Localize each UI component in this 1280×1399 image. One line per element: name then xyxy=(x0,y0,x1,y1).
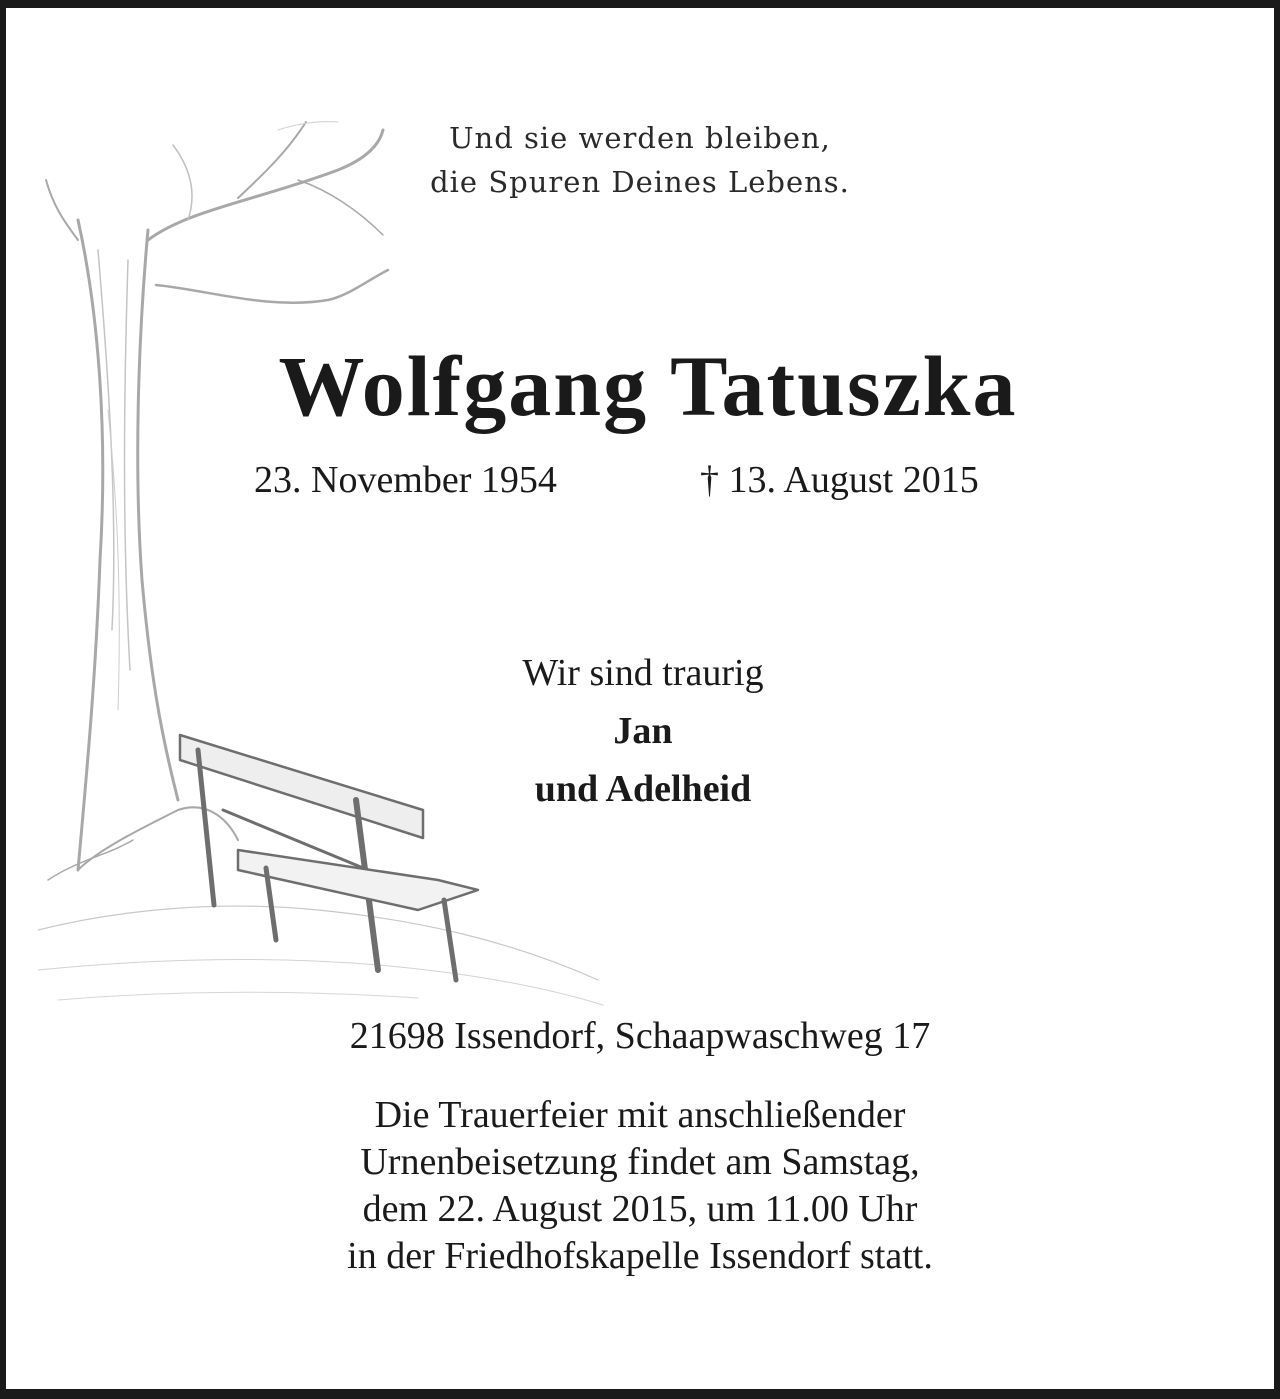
mourners-block xyxy=(3,644,1280,818)
motto-line: die Spuren Deines Lebens. xyxy=(430,165,850,199)
ceremony-line: Die Trauerfeier mit anschließender xyxy=(374,1094,906,1136)
mourner-name: und Adelheid xyxy=(534,768,752,810)
ceremony-line: in der Friedhofskapelle Issendorf statt. xyxy=(347,1235,933,1277)
motto-line: Und sie werden bleiben, xyxy=(449,121,831,155)
family-address: 21698 Issendorf, Schaapwaschweg 17 xyxy=(349,1015,931,1057)
motto-quote xyxy=(0,116,1280,204)
deceased-name: Wolfgang Tatuszka xyxy=(278,338,1018,434)
tree-bench-sketch-image xyxy=(38,110,608,1015)
ceremony-line: dem 22. August 2015, um 11.00 Uhr xyxy=(362,1188,918,1230)
ceremony-info xyxy=(0,1092,1280,1280)
mourner-name: Jan xyxy=(613,710,673,752)
birth-date: 23. November 1954 xyxy=(254,459,557,501)
death-date: † 13. August 2015 xyxy=(700,459,979,501)
mourners-intro: Wir sind traurig xyxy=(522,652,764,694)
ceremony-line: Urnenbeisetzung findet am Samstag, xyxy=(360,1141,920,1183)
